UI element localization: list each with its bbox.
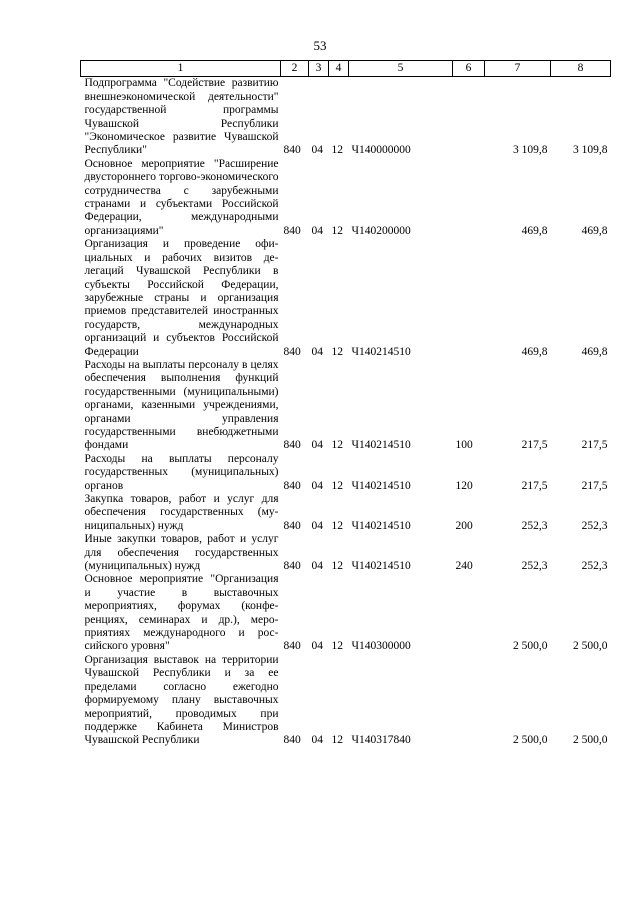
amount-year-2: 217,5 (581, 479, 608, 492)
row-name: Организация и проведение официальных и рабочих визитов делегаций Чувашской Республики в субъекты Российской Федерации, зарубежные страны и организация приемов представителей иностранных государств, международных организаций и субъектов Российской Федерации (84, 238, 279, 358)
subsection-code: 12 (331, 640, 343, 653)
amount-year-2: 469,8 (581, 345, 608, 358)
row-name: Расходы на выплаты персоналу в целях обеспечения выполнения функций государственными (муниципальными) органами, казенными учреждениями, органами управления государственными внебюджетными фондами (84, 358, 279, 452)
column-header: 1 (81, 61, 281, 77)
table-row (81, 158, 611, 238)
row-name: Закупка товаров, работ и услуг для обеспечения государственных (муниципальных) нужд (84, 493, 279, 532)
expense-type-code: 100 (455, 439, 473, 452)
row-name: Основное мероприятие "Организация и участие в выставочных мероприятиях, форумах (конференциях, семинарах и др.), мероприятиях международного и российского уровня" (84, 573, 279, 653)
table-header (81, 61, 611, 77)
row-name: Подпрограмма "Содействие развитию внешнеэкономической деятельности" государственной программы Чувашской Республики "Экономическое развитие Чувашской Республики" (84, 77, 279, 157)
column-header: 4 (329, 61, 349, 77)
section-code: 04 (311, 479, 323, 492)
page-number: 53 (313, 38, 327, 53)
target-article-code: Ч140214510 (351, 519, 411, 532)
row-name: Организация выставок на территории Чувашской Республики и за ее пределами согласно ежегодно формируемому плану выставочных мероприятий, проводимых при поддержке Кабинета Министров Чувашской Республики (84, 653, 279, 747)
amount-year-2: 3 109,8 (573, 144, 608, 157)
amount-year-1: 2 500,0 (513, 640, 548, 653)
subsection-code: 12 (331, 144, 343, 157)
ministry-code: 840 (283, 640, 301, 653)
section-code: 04 (311, 640, 323, 653)
amount-year-2: 2 500,0 (573, 640, 608, 653)
subsection-code: 12 (331, 734, 343, 747)
column-header: 7 (485, 61, 551, 77)
target-article-code: Ч140200000 (351, 224, 411, 237)
target-article-code: Ч140214510 (351, 439, 411, 452)
ministry-code: 840 (283, 519, 301, 532)
amount-year-1: 252,3 (521, 560, 548, 573)
section-code: 04 (311, 560, 323, 573)
table-row (81, 573, 611, 653)
column-header: 5 (349, 61, 453, 77)
ministry-code: 840 (283, 345, 301, 358)
row-name: Иные закупки товаров, работ и услуг для обеспечения государственных (муниципальных) нужд (84, 533, 279, 573)
expense-type-code: 120 (455, 479, 473, 492)
ministry-code: 840 (283, 144, 301, 157)
table-row (81, 77, 611, 158)
amount-year-1: 217,5 (521, 479, 548, 492)
subsection-code: 12 (331, 560, 343, 573)
amount-year-1: 469,8 (521, 224, 548, 237)
subsection-code: 12 (331, 224, 343, 237)
amount-year-2: 252,3 (581, 519, 608, 532)
section-code: 04 (311, 144, 323, 157)
expense-type-code (453, 238, 485, 359)
table-row (81, 533, 611, 573)
ministry-code: 840 (283, 479, 301, 492)
target-article-code: Ч140000000 (351, 144, 411, 157)
column-number-row (81, 61, 611, 77)
table-row (81, 654, 611, 748)
section-code: 04 (311, 439, 323, 452)
subsection-code: 12 (331, 479, 343, 492)
expense-type-code: 200 (455, 519, 473, 532)
row-name: Расходы на выплаты персоналу государственных (муниципальных) органов (84, 452, 279, 492)
expense-type-code (453, 573, 485, 653)
table-row (81, 493, 611, 533)
section-code: 04 (311, 224, 323, 237)
subsection-code: 12 (331, 439, 343, 452)
column-header: 3 (309, 61, 329, 77)
target-article-code: Ч140214510 (351, 479, 411, 492)
expense-type-code: 240 (455, 560, 473, 573)
target-article-code: Ч140300000 (351, 640, 411, 653)
ministry-code: 840 (283, 224, 301, 237)
expense-type-code (453, 77, 485, 158)
ministry-code: 840 (283, 439, 301, 452)
column-header: 2 (281, 61, 309, 77)
subsection-code: 12 (331, 519, 343, 532)
amount-year-1: 2 500,0 (513, 734, 548, 747)
section-code: 04 (311, 734, 323, 747)
expense-type-code (453, 158, 485, 238)
table-row (81, 453, 611, 493)
target-article-code: Ч140214510 (351, 560, 411, 573)
amount-year-1: 217,5 (521, 439, 548, 452)
table-body (81, 77, 611, 748)
amount-year-2: 252,3 (581, 560, 608, 573)
budget-table (80, 60, 611, 748)
section-code: 04 (311, 519, 323, 532)
row-name: Основное мероприятие "Расширение двустороннего торгово-экономического сотрудничества с зарубежными странами и субъектами Российской Федерации, международными организациями" (84, 157, 279, 237)
subsection-code: 12 (331, 345, 343, 358)
ministry-code: 840 (283, 734, 301, 747)
ministry-code: 840 (283, 560, 301, 573)
column-header: 8 (551, 61, 611, 77)
expense-type-code (453, 654, 485, 748)
target-article-code: Ч140214510 (351, 345, 411, 358)
column-header: 6 (453, 61, 485, 77)
target-article-code: Ч140317840 (351, 734, 411, 747)
amount-year-1: 469,8 (521, 345, 548, 358)
amount-year-2: 469,8 (581, 224, 608, 237)
table-row (81, 238, 611, 359)
section-code: 04 (311, 345, 323, 358)
amount-year-1: 3 109,8 (513, 144, 548, 157)
table-row (81, 359, 611, 453)
amount-year-2: 217,5 (581, 439, 608, 452)
amount-year-1: 252,3 (521, 519, 548, 532)
amount-year-2: 2 500,0 (573, 734, 608, 747)
